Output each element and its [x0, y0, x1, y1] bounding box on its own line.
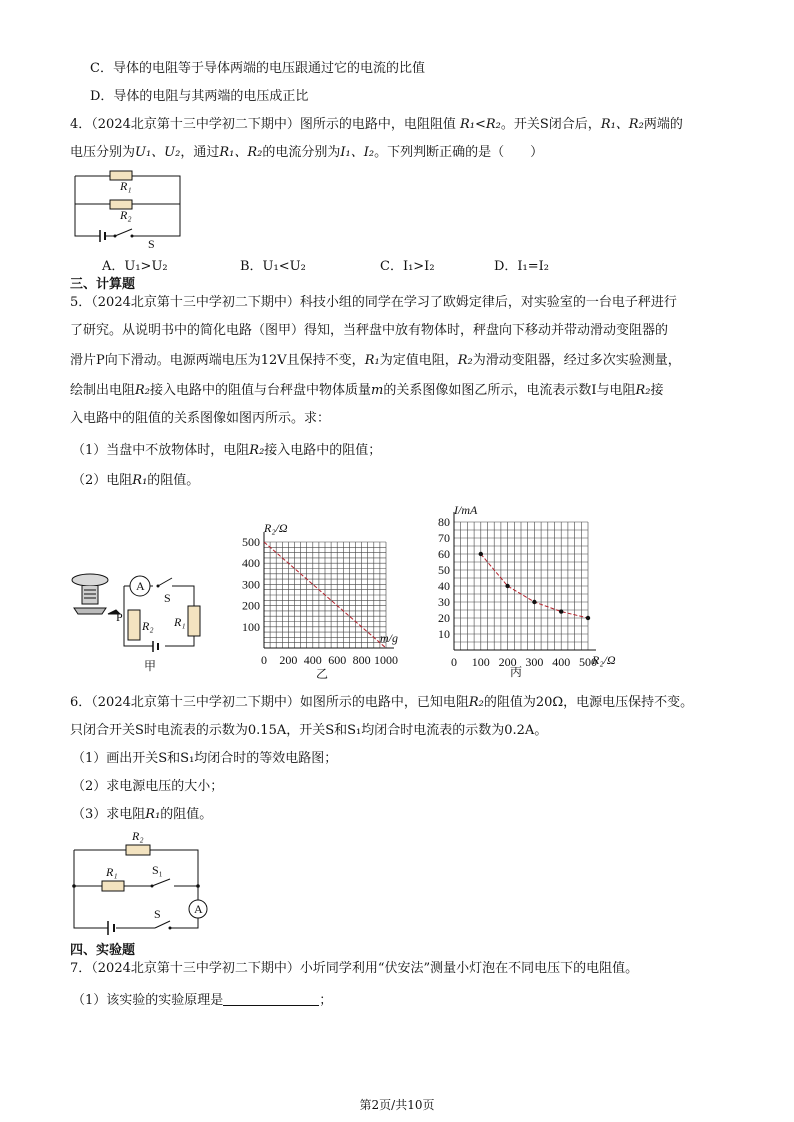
q5-stem-line2: 了研究。从说明书中的简化电路（图甲）得知，当秤盘中放有物体时，秤盘向下移动并带动滑动变阻器的	[70, 323, 669, 338]
q4-option-c: C．I₁>I₂	[380, 259, 435, 274]
q4-option-d: D．I₁=I₂	[494, 259, 550, 274]
q5-sub2: （2）电阻R₁的阻值。	[72, 473, 200, 488]
yi-y-tick-label: 100	[242, 619, 260, 634]
jia-switch-label: S	[164, 591, 171, 605]
yi-caption: 乙	[316, 667, 329, 680]
q6-s1-label: S₁	[152, 863, 163, 877]
q6-stem-line1: 6．（2024北京第十三中学初二下期中）如图所示的电路中，已知电阻R₂的阻值为20Ω，电源电压保持不变。	[70, 695, 694, 710]
bing-y-tick-label: 40	[438, 579, 450, 593]
bing-data-point	[505, 584, 509, 588]
bing-data-point	[559, 609, 563, 613]
bing-caption: 丙	[510, 665, 523, 678]
yi-y-tick-label: 500	[242, 535, 260, 549]
bing-y-tick-label: 60	[438, 547, 450, 561]
bing-x-tick-label: 500	[579, 655, 597, 669]
bing-data-point	[479, 552, 483, 556]
q6-r2-label: R₂	[132, 829, 144, 843]
jia-r1-label: R₁	[174, 615, 186, 629]
q6-sub1: （1）画出开关S和S₁均闭合时的等效电路图；	[72, 751, 338, 766]
yi-x-tick-label: 200	[279, 653, 298, 667]
bing-y-tick-label: 20	[438, 611, 450, 625]
bing-x-tick-label: 300	[525, 655, 544, 669]
q5-stem-line3: 滑片P向下滑动。电源两端电压为12V且保持不变，R₁为定值电阻，R₂为滑动变阻器，经过多次实验测量，	[70, 353, 681, 368]
jia-ammeter-label: A	[136, 579, 145, 593]
yi-x-tick-label: 400	[303, 653, 322, 667]
page-footer: 第2页/共10页	[359, 1098, 435, 1112]
q4-stem-line2: 电压分别为U₁、U₂，通过R₁、R₂的电流分别为I₁、I₂。下列判断正确的是（ ）	[70, 145, 544, 160]
yi-x-tick-label: 1000	[374, 653, 398, 667]
yi-x-tick-label: 600	[328, 653, 347, 667]
yi-y-axis-label: R₂/Ω	[264, 521, 288, 535]
q3-option-d: D．导体的电阻与其两端的电压成正比	[90, 89, 309, 104]
q6-circuit-diagram	[70, 828, 220, 938]
q5-stem-line1: 5．（2024北京第十三中学初二下期中）科技小组的同学在学习了欧姆定律后，对实验室的一台电子秤进行	[70, 295, 677, 310]
q4-circuit-diagram	[70, 166, 190, 250]
yi-y-tick-label: 400	[242, 556, 260, 571]
q4-option-a: A．U₁>U₂	[102, 259, 168, 274]
yi-grid	[264, 532, 394, 648]
q6-s-label: S	[154, 907, 161, 921]
q6-ammeter-label: A	[194, 902, 203, 916]
bing-x-tick-label: 200	[498, 655, 517, 669]
yi-x-tick-label: 0	[261, 653, 267, 667]
bing-y-tick-label: 10	[438, 627, 450, 641]
yi-x-tick-label: 800	[352, 653, 371, 667]
yi-x-axis-label: m/g	[380, 631, 398, 645]
bing-y-axis-label: I/mA	[454, 503, 478, 517]
q6-r1-label: R₁	[106, 865, 118, 879]
yi-y-tick-label: 200	[242, 598, 260, 613]
bing-y-tick-label: 30	[438, 595, 450, 609]
bing-x-tick-label: 400	[552, 655, 571, 669]
jia-r2-label: R₂	[142, 619, 154, 633]
chart-yi	[226, 512, 416, 680]
bing-y-tick-label: 80	[438, 515, 450, 529]
q7-stem: 7．（2024北京第十三中学初二下期中）小圻同学利用“伏安法”测量小灯泡在不同电压下的电阻值。	[70, 961, 639, 976]
q4-switch-label: S	[148, 237, 155, 250]
q5-figure-jia	[68, 566, 218, 676]
yi-y-tick-label: 300	[242, 577, 260, 592]
bing-data-point	[586, 616, 590, 620]
q5-sub1: （1）当盘中不放物体时，电阻R₂接入电路中的阻值；	[72, 443, 382, 458]
q4-stem-line1: 4．（2024北京第十三中学初二下期中）图所示的电路中，电阻阻值 R₁<R₂。开关S闭合后，R₁、R₂两端的	[70, 117, 683, 132]
bing-x-tick-label: 100	[471, 655, 490, 669]
yi-marks	[242, 535, 398, 667]
jia-slider-label: P	[116, 610, 123, 624]
bing-data-point	[532, 600, 536, 604]
bing-y-tick-label: 70	[438, 531, 450, 545]
q6-stem-line2: 只闭合开关S时电流表的示数为0.15A，开关S和S₁均闭合时电流表的示数为0.2A。	[70, 723, 548, 738]
jia-caption: 甲	[144, 659, 157, 673]
q4-r1-label: R₁	[120, 179, 132, 193]
q4-option-b: B．U₁<U₂	[240, 259, 306, 274]
bing-x-tick-label: 0	[451, 655, 457, 669]
bing-grid	[454, 512, 596, 650]
q3-option-c: C．导体的电阻等于导体两端的电压跟通过它的电流的比值	[90, 61, 425, 76]
section-title-experiment: 四、实验题	[70, 943, 136, 958]
bing-y-tick-label: 50	[438, 563, 450, 577]
q6-sub3: （3）求电阻R₁的阻值。	[72, 807, 213, 822]
q4-r2-label: R₂	[120, 208, 132, 222]
q6-sub2: （2）求电源电压的大小；	[72, 779, 224, 794]
q5-stem-line5: 入电路中的阻值的关系图像如图丙所示。求：	[70, 411, 331, 426]
q7-sub1: （1）该实验的实验原理是 ；	[72, 993, 333, 1008]
section-title-calculation: 三、计算题	[70, 277, 136, 292]
chart-bing	[420, 500, 625, 678]
q5-stem-line4: 绘制出电阻R₂接入电路中的阻值与台秤盘中物体质量m的关系图像如图乙所示，电流表示数I与电阻R₂接	[70, 383, 664, 398]
q7-answer-blank	[223, 993, 319, 1006]
bing-x-axis-label: R₂/Ω	[592, 653, 616, 667]
